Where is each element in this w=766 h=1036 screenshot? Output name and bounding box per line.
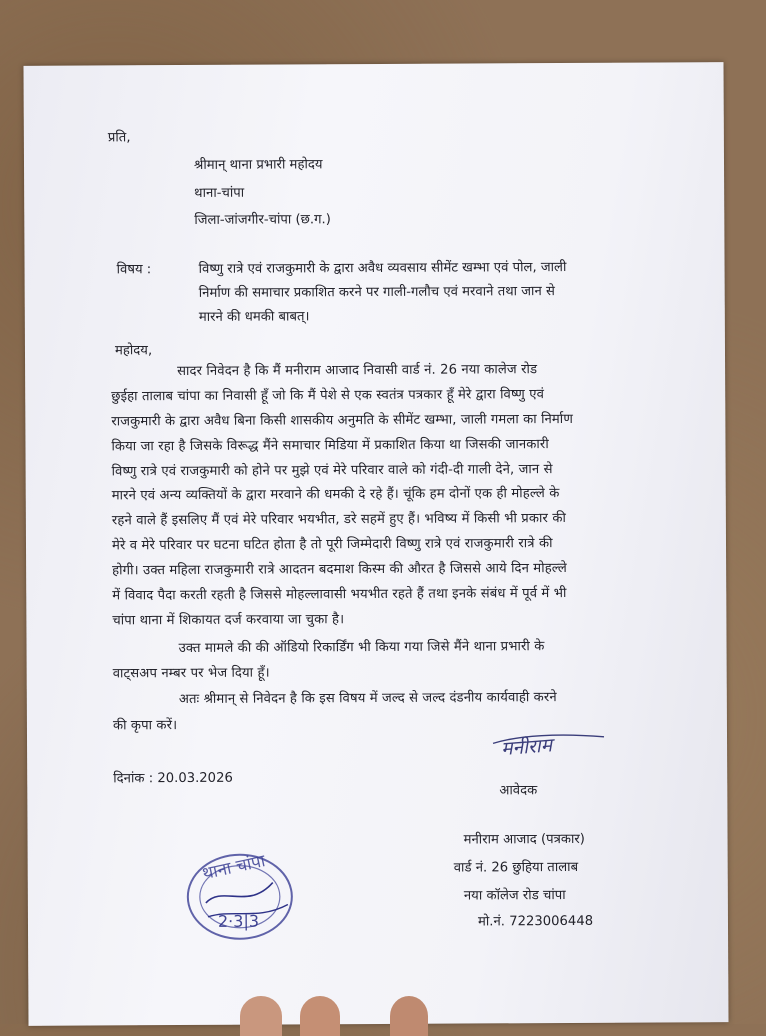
greeting: महोदय, (114, 343, 153, 359)
date: दिनांक : 20.03.2026 (113, 770, 233, 787)
subject-line-2: निर्माण की समाचार प्रकाशित करने पर गाली-गलौच एवं मरवाने तथा जान से (198, 284, 555, 301)
body-line-7: रहने वाले हैं इसलिए मैं एवं मेरे परिवार भयभीत, डरे सहमें हुए हैं। भविष्य में किसी भी प्रकार की (111, 511, 566, 529)
addressee-line-3: जिला-जांजगीर-चांपा (छ.ग.) (194, 212, 331, 228)
addressee-line-1: श्रीमान् थाना प्रभारी महोदय (193, 157, 323, 173)
fingers (240, 996, 440, 1036)
applicant-label: आवेदक (499, 783, 538, 799)
body-line-12: उक्त मामले की की ऑडियो रिकार्डिंग भी किया गया जिसे मैंने थाना प्रभारी के (178, 639, 545, 657)
letter-sheet (23, 62, 728, 1026)
salutation-to: प्रति, (107, 130, 131, 146)
sender-line-1: मनीराम आजाद (पत्रकार) (463, 831, 585, 848)
body-line-14: अतः श्रीमान् से निवेदन है कि इस विषय में जल्द से जल्द दंडनीय कार्यवाही करने (178, 690, 557, 708)
svg-text:2·3|3: 2·3|3 (217, 911, 260, 931)
sender-line-4: मो.नं. 7223006448 (477, 913, 594, 930)
body-line-8: मेरे व मेरे परिवार पर घटना घटित होता है तो पूरी जिम्मेदारी विष्णु रात्रे एवं राजकुमारी रात्रे की (111, 536, 553, 554)
body-line-4: किया जा रहा है जिसके विरूद्ध मैंने समाचार मिडिया में प्रकाशित किया था जिसकी जानकारी (111, 437, 549, 455)
body-line-2: छुईहा तालाब चांपा का निवासी हूँ जो कि मैं पेशे से एक स्वतंत्र पत्रकार हूँ मेरे द्वारा विष्णु एवं (111, 387, 545, 405)
body-line-15: की कृपा करें। (112, 718, 178, 734)
body-line-10: में विवाद पैदा करती रहती है जिससे मोहल्लावासी भयभीत रहते हैं तथा इनके संबंध में पूर्व में भी (112, 586, 567, 604)
body-line-6: मारने एवं अन्य व्यक्तियों के द्वारा मरवाने की धमकी दे रहे हैं। चूंकि हम दोनों एक ही मोहल्ले के (111, 486, 560, 504)
subject-label: विषय : (116, 262, 152, 278)
stamp-text: थाना चांपा (200, 851, 268, 885)
body-line-5: विष्णु रात्रे एवं राजकुमारी को होने पर मुझे एवं मेरे परिवार वाले को गंदी-दी गाली देने, जान से (111, 462, 553, 480)
sender-line-3: नया कॉलेज रोड चांपा (463, 888, 566, 904)
body-line-13: वाट्सअप नम्बर पर भेज दिया हूँ। (112, 665, 270, 682)
body-line-11: चांपा थाना में शिकायत दर्ज करवाया जा चुका है। (112, 612, 345, 629)
body-line-1: सादर निवेदन है कि मैं मनीराम आजाद निवासी वार्ड नं. 26 नया कालेज रोड (177, 362, 538, 380)
body-line-3: राजकुमारी के द्वारा अवैध बिना किसी शासकीय अनुमति के सीमेंट खम्भा, जाली गमला का निर्माण (111, 411, 573, 430)
addressee-line-2: थाना-चांपा (194, 185, 245, 201)
body-line-9: होगी। उक्त महिला राजकुमारी रात्रे आदतन बदमाश किस्म की औरत है जिससे आये दिन मोहल्ले (112, 561, 567, 579)
sender-line-2: वार्ड नं. 26 छुहिया तालाब (453, 859, 579, 876)
subject-line-1: विष्णु रात्रे एवं राजकुमारी के द्वारा अवैध व्यवसाय सीमेंट खम्भा एवं पोल, जाली (198, 259, 567, 277)
signature: मनीराम (500, 734, 553, 761)
subject-line-3: मारने की धमकी बाबत्। (198, 309, 310, 325)
